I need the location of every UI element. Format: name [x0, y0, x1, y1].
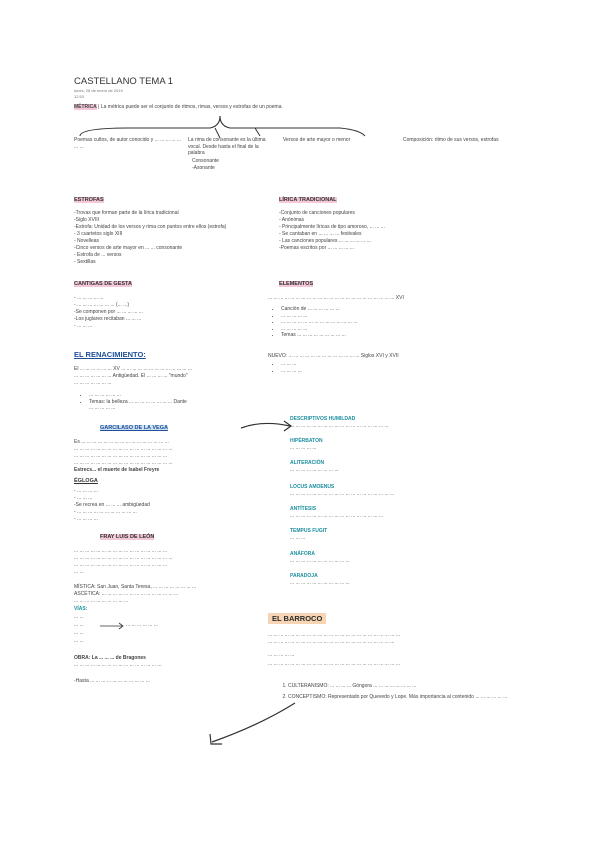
recurso-heading: ANTÍTESIS — [290, 506, 317, 512]
vias-arrow — [98, 621, 128, 631]
lirica-line: - Anónimas — [279, 217, 305, 223]
metrica-branch-2: La rima de consonante es la última vocal. Desde hasta el final de la palabra — [188, 137, 266, 156]
estrofas-line: -Trovas que forman parte de la lírica tradicional — [74, 210, 179, 216]
renacimiento-title: EL RENACIMIENTO: — [74, 350, 146, 359]
list-item: • ... ... ... ... ... ... — [89, 392, 187, 399]
recurso-text: ... ... ... ... ... ... ... ... ... ... ... — [290, 580, 350, 586]
garcilaso-heading: GARCILASO DE LA VEGA — [100, 425, 168, 431]
list-item: • ... ... ... ... ... ... ... ... ... ... ... ... ... ... — [281, 319, 357, 326]
estrofas-line: - Novelleas — [74, 238, 100, 244]
list-item: • ... ... ... ... ... — [281, 313, 357, 320]
barroco-para: ... ... ... ... ... — [268, 652, 295, 658]
vias-item: ... ... — [74, 638, 84, 644]
lirica-heading: LÍRICA TRADICIONAL — [279, 197, 337, 203]
list-item: 1. CULTERANISMO: ... ... ... ... Góngora ... ... ... ... ... ... ... ... — [288, 683, 528, 690]
elementos-intro: ... ... ... ... ... ... ... ... ... ... ... ... ... ... ... ... ... ... ... ... ... ... ... XVI — [268, 295, 404, 301]
metrica-branch-1: Poemas cultos, de autor conocido y ... ... ... ... ... ... ... — [74, 137, 181, 150]
garcilaso-para: Estrecs... el muerte de Isabel Freyre — [74, 467, 160, 473]
list-item: • ... ... ... ... — [281, 368, 302, 375]
fray-luis-heading: FRAY LUIS DE LEÓN — [100, 534, 155, 540]
fray-para: ... ... ... ... ... ... ... ... ... ... ... ... ... ... ... ... ... — [74, 562, 168, 568]
barroco-para: ... ... ... ... ... ... ... ... ... ... ... ... ... ... ... ... ... ... ... ... ... ... ... ... — [268, 632, 400, 638]
egloga-line: - ... ... ... — [74, 495, 93, 501]
garcilaso-para: ... ... ... ... ... ... ... ... ... ... ... ... ... ... ... ... ... — [74, 453, 168, 459]
page-time: 12:53 — [74, 94, 85, 99]
renacimiento-list — [80, 392, 187, 412]
recurso-text: ... ... ... ... ... ... ... ... ... ... ... ... ... ... ... ... ... — [290, 513, 384, 519]
estrofas-line: - Sextillas — [74, 259, 96, 265]
elementos-heading: ELEMENTOS — [279, 281, 314, 287]
vias-note: ... ... ... ... ... ... — [126, 622, 158, 628]
estrofas-heading: ESTROFAS — [74, 197, 104, 203]
barroco-title: EL BARROCO — [268, 613, 326, 624]
cantigas-line: -Los juglares recitaban ... ... ... — [74, 316, 142, 322]
renacimiento-para: ... ... ... ... ... ... ... Antigüedad. El ... ... ... ... "mundo" — [74, 373, 188, 379]
obras-line: ... ... ... ... ... ... ... ... ... ... ... ... ... ... ... ... — [74, 662, 162, 668]
mistica-line: MÍSTICA: San Juan, Santa Teresa, ... ... ... ... ... ... ... ... — [74, 584, 197, 590]
fray-para: ... ... ... ... ... ... ... ... ... ... ... ... ... ... ... ... ... ... — [74, 555, 173, 561]
renacimiento-para: ... ... ... ... ... ... ... — [74, 380, 112, 386]
elementos-note: NUEVO: ... ... ... ... ... ... ... ... ... ... ... ... ... Siglos XVI y XVII — [268, 353, 399, 359]
estrofas-line: -Cinco versos de arte mayor en ... ... consonante — [74, 245, 183, 251]
cantigas-heading: CANTIGAS DE GESTA — [74, 281, 132, 287]
estrofas-line: -Siglo XVIII — [74, 217, 100, 223]
recurso-text: ... ... ... ... ... ... ... ... ... — [290, 467, 339, 473]
metrica-sub-2: -Asonante — [192, 165, 215, 171]
metrica-sub-1: Consonante — [192, 158, 219, 164]
obras-line: -Hasta ... ... ... ... ... ... ... ... ... ... ... — [74, 678, 150, 684]
recurso-heading: DESCRIPTIVOS HUMILDAD — [290, 416, 356, 422]
obras-line: OBRA: La ... ... ... de Bragones — [74, 655, 146, 661]
barroco-para2: ... ... ... ... ... ... ... ... ... ... ... ... ... ... ... ... ... ... ... ... ... ... ... ... — [268, 661, 400, 667]
metrica-branch-4: Composición: ritmo de sus versos, estrofas — [403, 137, 499, 143]
list-item: • ... ... ... — [281, 361, 302, 368]
fray-para: ... ... ... ... ... ... ... ... ... ... ... ... ... ... ... ... ... — [74, 548, 168, 554]
list-item: • Temas ... ... ... ... ... ... ... ... ... — [281, 332, 357, 339]
garcilaso-para: ... ... ... ... ... ... ... ... ... ... ... ... ... ... ... ... ... ... — [74, 460, 173, 466]
estrofas-line: - Estrofa de ... versos — [74, 252, 122, 258]
cantigas-line: - ... ... ... ... ... ... ... (... ...) — [74, 302, 130, 308]
recurso-text: ... ... ... ... ... — [290, 445, 317, 451]
lirica-line: - Se cantaban en ... ... ... ... festivales — [279, 231, 362, 237]
vias-item: ... ... — [74, 630, 84, 636]
garcilaso-para: Es ... ... ... ... ... ... ... ... ... ... ... ... ... ... ... ... — [74, 439, 169, 445]
recurso-heading: TEMPUS FUGIT — [290, 528, 328, 534]
lirica-line: - Las canciones populares ... ... ... ... ... ... — [279, 238, 371, 244]
list-item: ... ... ... ... ... — [89, 405, 116, 411]
barroco-para: ... ... ... ... ... ... ... ... ... ... ... ... ... ... ... ... ... ... ... ... ... ... ... — [268, 639, 395, 645]
recurso-text: ... ... ... ... ... ... ... ... ... ... ... ... ... ... ... ... ... ... ... — [290, 491, 395, 497]
egloga-heading: ÉGLOGA — [74, 478, 98, 484]
recurso-heading: ALITERACIÓN — [290, 460, 325, 466]
list-item: • Canción de ... ... ... ... ... ... — [281, 306, 357, 313]
fray-para: ... ... — [74, 569, 84, 575]
page-title: CASTELLANO TEMA 1 — [74, 76, 174, 87]
mistica-line: ASCÉTICA: ... ... ... ... ... ... ... ... ... ... ... ... ... ... — [74, 591, 179, 597]
vias-item: ... ... — [74, 622, 84, 628]
metrica-text: | La métrica puede ser el conjunto de ritmos, rimas, versos y estrofas de un poema — [98, 104, 282, 110]
page-date: lunes, 28 de enero de 2019 — [74, 88, 123, 93]
elementos-list — [272, 306, 357, 339]
lirica-line: -Poemas escritos por ... ... ... ... ... — [279, 245, 355, 251]
estrofas-line: - 3 cuartetos siglo XIII — [74, 231, 123, 237]
list-item: 2. CONCEPTISMO: Representado por Quevedo y Lope. Más importancia al contenido ... ... ... ... ... ... — [288, 694, 528, 701]
cantigas-line: - ... ... ... — [74, 323, 93, 329]
barroco-list — [276, 683, 528, 700]
lirica-line: - Principalmente líricas de tipo amoroso, ... ... ... — [279, 224, 385, 230]
renacimiento-para: El ... ... ... ... ... ... XV ... ... ... ... ... ... ... ... ... ... ... ... ... — [74, 366, 193, 372]
recurso-heading: PARADOJA — [290, 573, 318, 579]
recurso-text: ... ... ... ... ... ... ... ... ... ... ... ... ... ... ... ... ... ... — [290, 423, 389, 429]
list-item: • ... ... ... ... ... — [281, 326, 357, 333]
elementos-note-list — [272, 361, 302, 374]
estrofas-line: -Estrofa: Unidad de los versos y rima con puntos entre ellos (estrofa) — [74, 224, 227, 230]
metrica-brace — [70, 108, 390, 138]
recurso-heading: LOCUS AMOENUS — [290, 484, 335, 490]
cantigas-line: - ... ... ... ... ... — [74, 295, 104, 301]
lirica-line: -Conjunto de canciones populares — [279, 210, 355, 216]
metrica-branch-3: Versos de arte mayor o menor — [283, 137, 351, 143]
vias-heading: VÍAS: — [74, 606, 88, 612]
egloga-line: - ... ... ... ... ... ... ... ... ... ... ... — [74, 509, 137, 515]
egloga-line: -Se recrea en ... ... ... ambigüedad — [74, 502, 150, 508]
mistica-line: ... ... ... ... ... ... ... ... ... ... — [74, 598, 129, 604]
metrica-label: MÉTRICA — [74, 104, 97, 110]
egloga-line: - ... ... ... ... — [74, 488, 98, 494]
recurso-heading: ANÁFORA — [290, 551, 315, 557]
return-arrow — [200, 700, 300, 750]
vias-item: ... ... — [74, 614, 84, 620]
recurso-text: ... ... ... ... ... ... ... ... ... ... ... — [290, 558, 350, 564]
recurso-heading: HIPÉRBATON — [290, 438, 323, 444]
recursos-arrow — [238, 416, 298, 436]
cantigas-line: -Se componen por ... ... ... ... ... — [74, 309, 143, 315]
list-item: • Temas: la belleza ... ... ... ... ... ... ... ... Dante — [89, 399, 187, 406]
recurso-text: ... ... ... — [290, 535, 306, 541]
garcilaso-para: ... ... ... ... ... ... ... ... ... ... ... ... ... ... ... ... ... ... — [74, 446, 173, 452]
egloga-line: - ... ... ... ... — [74, 516, 98, 522]
